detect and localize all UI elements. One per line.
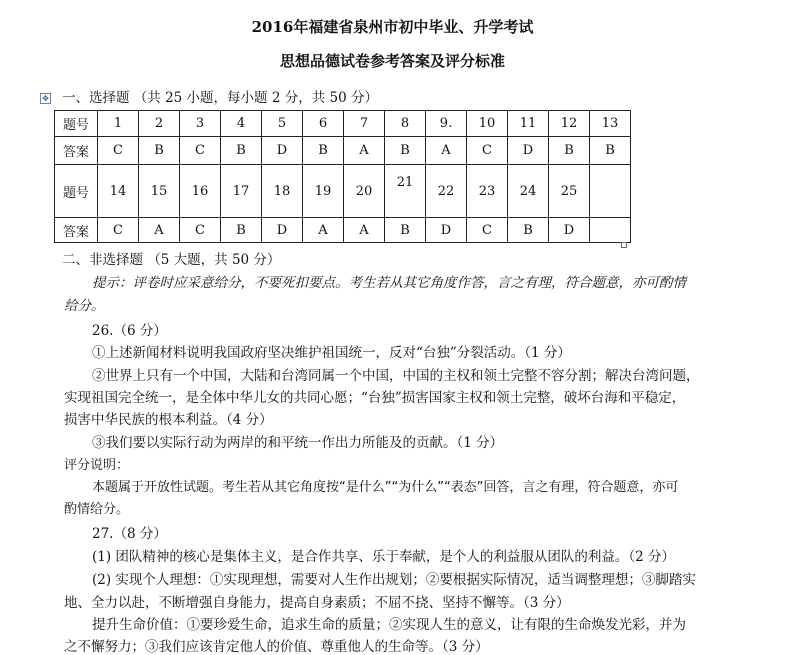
section2-heading: 二、非选择题 （5 大题，共 50 分） [62,252,281,268]
question-number: 9. [426,111,467,137]
answer-point: (1) 团队精神的核心是集体主义，是合作共享、乐于奉献，是个人的利益服从团队的利益。（2 分） [92,549,676,565]
answer-cell: B [508,218,549,243]
answer-cell: A [344,218,385,243]
question-number: 18 [262,165,303,218]
question-number [590,165,631,218]
question-number: 8 [385,111,426,137]
question-number: 5 [262,111,303,137]
question-number: 6 [303,111,344,137]
table-resize-handle[interactable] [621,242,627,248]
answer-point: 提升生命价值：①要珍爱生命，追求生命的质量；②实现人生的意义，让有限的生命焕发光彩，并为 [92,617,686,633]
tip-text: 提示：评卷时应采意给分，不要死扣要点。考生若从其它角度作答，言之有理，符合题意，亦可酌情 [92,275,686,291]
answer-cell: C [98,137,139,165]
answer-cell: D [426,218,467,243]
question-number: 15 [139,165,180,218]
table-row [55,137,631,165]
question-number: 23 [467,165,508,218]
row-label: 题号 [55,111,98,137]
document-subtitle: 思想品德试卷参考答案及评分标准 [279,52,505,70]
question-number: 16 [180,165,221,218]
answer-cell: B [221,218,262,243]
answer-cell: B [590,137,631,165]
answer-cell: C [180,218,221,243]
question-number: 7 [344,111,385,137]
question-number: 25 [549,165,590,218]
question-number: 24 [508,165,549,218]
answer-cell: D [262,137,303,165]
answer-point: (2) 实现个人理想：①实现理想，需要对人生作出规划；②要根据实际情况，适当调整理想；③脚踏实 [92,572,696,588]
question-title: 26.（6 分） [92,323,167,339]
question-number: 13 [590,111,631,137]
answer-cell: B [549,137,590,165]
question-number: 10 [467,111,508,137]
scoring-note-text: 本题属于开放性试题。考生若从其它角度按“是什么”“为什么”“表态”回答，言之有理，符合题意，亦可 [92,480,679,495]
question-number: 12 [549,111,590,137]
scoring-note-text: 酌情给分。 [64,502,130,517]
answer-point: 损害中华民族的根本利益。（4 分） [64,412,273,428]
question-number: 17 [221,165,262,218]
answer-cell: B [385,137,426,165]
answer-cell: B [385,218,426,243]
answer-table [54,110,631,243]
question-number: 3 [180,111,221,137]
question-number: 2 [139,111,180,137]
answer-cell: A [303,218,344,243]
document-title: 2016年福建省泉州市初中毕业、升学考试 [251,18,534,36]
answer-cell: D [262,218,303,243]
question-number: 20 [344,165,385,218]
section1-heading: 一、选择题 （共 25 小题，每小题 2 分，共 50 分） [62,90,378,106]
answer-point: ③我们要以实际行动为两岸的和平统一作出力所能及的贡献。（1 分） [92,435,504,451]
question-number: 19 [303,165,344,218]
question-title: 27.（8 分） [92,526,167,542]
answer-cell: C [467,218,508,243]
question-number: 11 [508,111,549,137]
answer-cell: A [139,218,180,243]
answer-cell: B [139,137,180,165]
answer-point: 实现祖国完全统一，是全体中华儿女的共同心愿；“台独”损害国家主权和领土完整，破坏台海和平稳定， [64,390,686,406]
question-number [385,165,426,218]
scoring-note-label: 评分说明： [64,458,130,473]
answer-point: 地、全力以赴，不断增强自身能力，提高自身素质；不屈不挠、坚持不懈等。（3 分） [64,595,570,611]
answer-cell: D [508,137,549,165]
table-row [55,165,631,218]
answer-cell: C [467,137,508,165]
answer-cell: D [549,218,590,243]
question-number: 4 [221,111,262,137]
row-label: 答案 [55,137,98,165]
row-label: 题号 [55,165,98,218]
table-move-handle-icon[interactable]: ✥ [40,93,51,104]
tip-text: 给分。 [64,298,105,314]
answer-cell: C [180,137,221,165]
answer-cell: B [303,137,344,165]
question-number: 14 [98,165,139,218]
answer-point: 之不懈努力；③我们应该肯定他人的价值、尊重他人的生命等。（3 分） [64,639,489,655]
table-row [55,111,631,137]
answer-cell: B [221,137,262,165]
answer-cell: A [344,137,385,165]
answer-point: ②世界上只有一个中国，大陆和台湾同属一个中国，中国的主权和领土完整不容分割；解决台湾问题， [92,368,700,384]
question-number: 1 [98,111,139,137]
answer-point: ①上述新闻材料说明我国政府坚决维护祖国统一，反对“台独”分裂活动。（1 分） [92,345,571,361]
answer-cell: C [98,218,139,243]
answer-cell [590,218,631,243]
question-number: 22 [426,165,467,218]
question-number-text: 21 [396,175,414,190]
answer-cell: A [426,137,467,165]
table-row [55,218,631,243]
row-label: 答案 [55,218,98,243]
